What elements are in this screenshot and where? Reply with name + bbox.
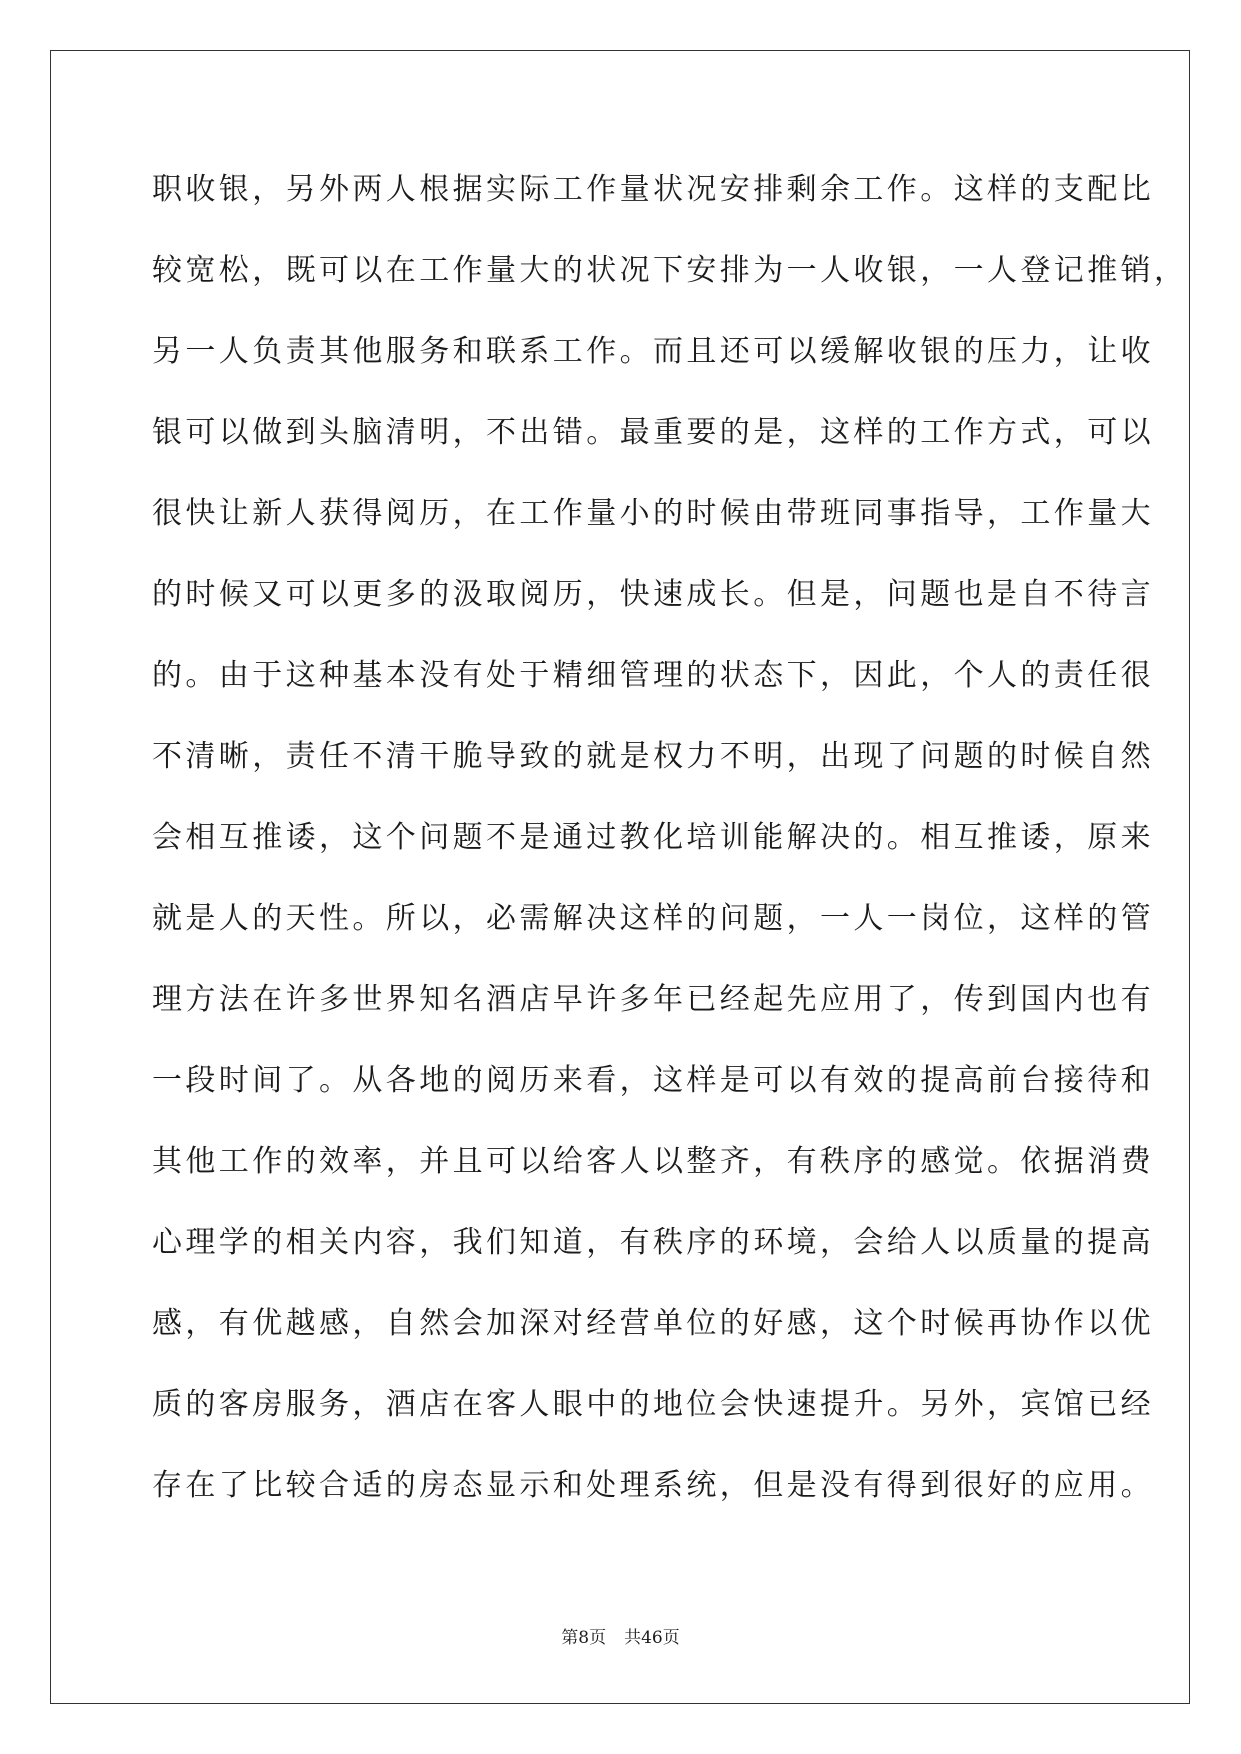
text-line: 的。由于这种基本没有处于精细管理的状态下，因此，个人的责任很: [152, 658, 1154, 693]
text-line: 就是人的天性。所以，必需解决这样的问题，一人一岗位，这样的管: [152, 901, 1154, 936]
text-line: 不清晰，责任不清干脆导致的就是权力不明，出现了问题的时候自然: [152, 739, 1154, 774]
text-line: 较宽松，既可以在工作量大的状况下安排为一人收银，一人登记推销，: [152, 253, 1188, 288]
text-line: 质的客房服务，酒店在客人眼中的地位会快速提升。另外，宾馆已经: [152, 1387, 1154, 1422]
page-number: 第8页: [561, 1628, 607, 1648]
text-line: 一段时间了。从各地的阅历来看，这样是可以有效的提高前台接待和: [152, 1063, 1154, 1098]
text-line: 很快让新人获得阅历，在工作量小的时候由带班同事指导，工作量大: [152, 496, 1154, 531]
text-line: 银可以做到头脑清明，不出错。最重要的是，这样的工作方式，可以: [152, 415, 1154, 450]
text-line: 理方法在许多世界知名酒店早许多年已经起先应用了，传到国内也有: [152, 982, 1154, 1017]
document-body: [152, 158, 1188, 1535]
text-line: 其他工作的效率，并且可以给客人以整齐，有秩序的感觉。依据消费: [152, 1144, 1154, 1179]
text-line: 存在了比较合适的房态显示和处理系统，但是没有得到很好的应用。: [152, 1468, 1154, 1503]
text-line: 另一人负责其他服务和联系工作。而且还可以缓解收银的压力，让收: [152, 334, 1154, 369]
text-line: 会相互推诿，这个问题不是通过教化培训能解决的。相互推诿，原来: [152, 820, 1154, 855]
text-line: 感，有优越感，自然会加深对经营单位的好感，这个时候再协作以优: [152, 1306, 1154, 1341]
text-line: 的时候又可以更多的汲取阅历，快速成长。但是，问题也是自不待言: [152, 577, 1154, 612]
page-footer: [0, 1626, 1241, 1650]
page-total: 共46页: [624, 1628, 680, 1648]
text-line: 心理学的相关内容，我们知道，有秩序的环境，会给人以质量的提高: [152, 1225, 1154, 1260]
text-line: 职收银，另外两人根据实际工作量状况安排剩余工作。这样的支配比: [152, 172, 1154, 207]
